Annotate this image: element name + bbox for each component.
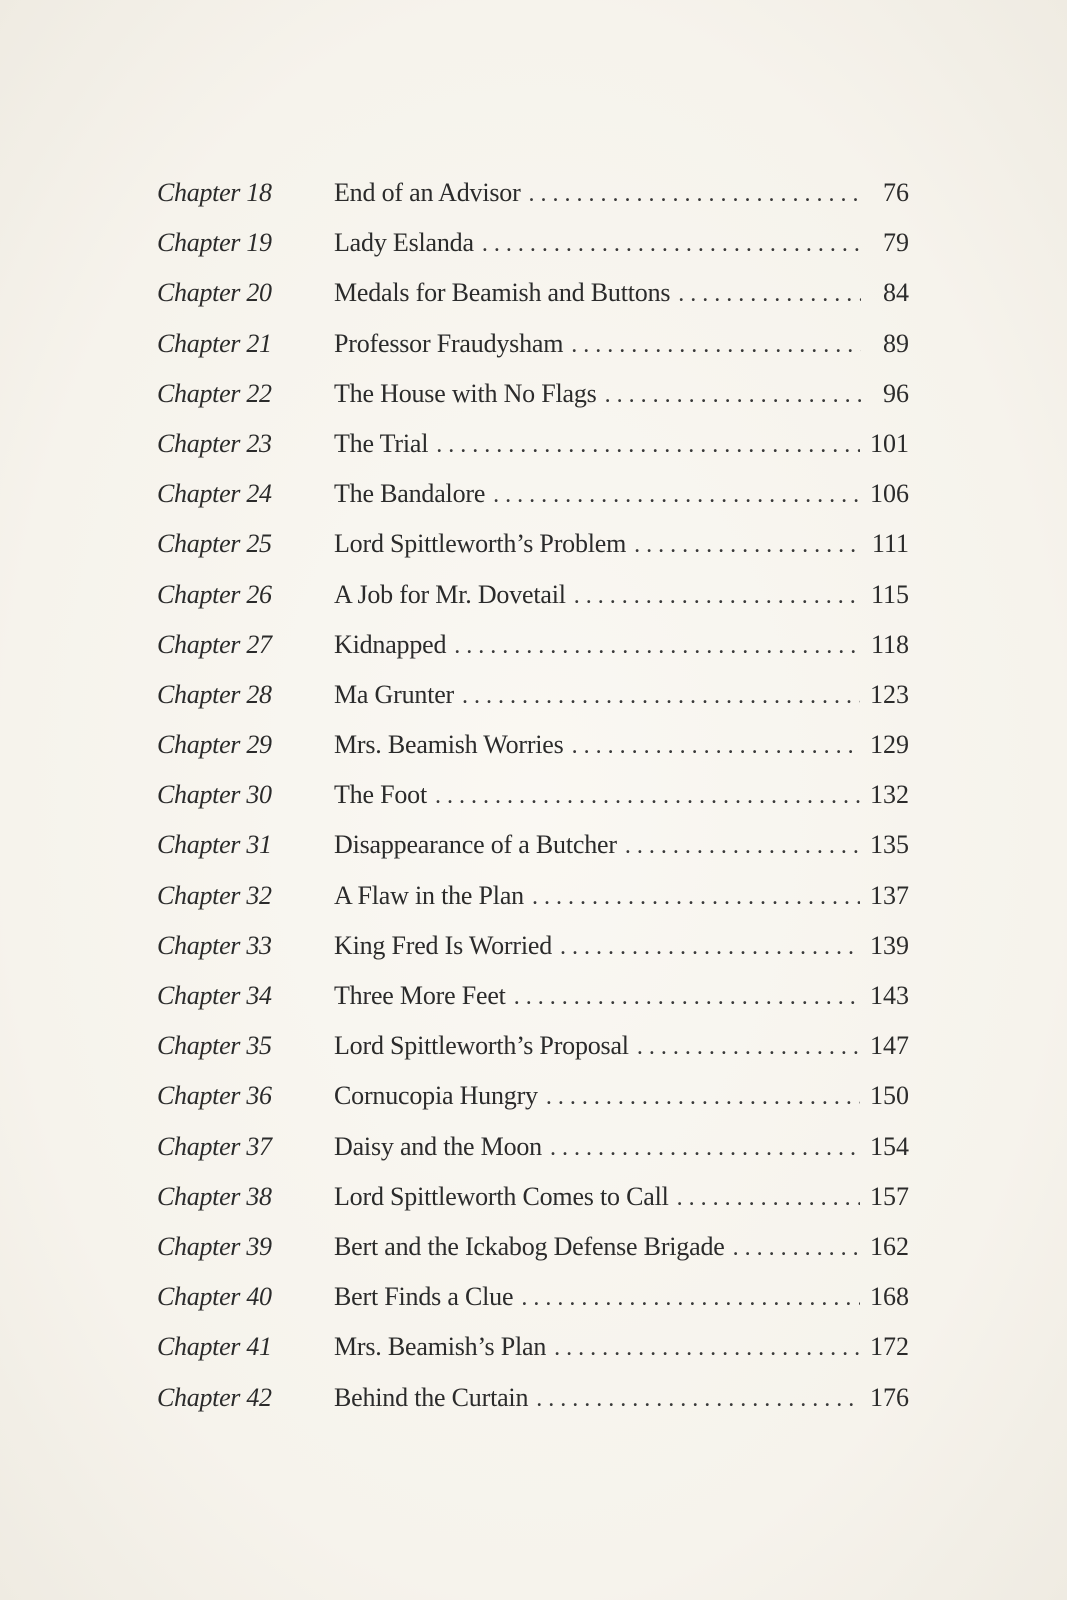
chapter-title: Professor Fraudysham [334, 328, 564, 358]
chapter-title: Lady Eslanda [334, 228, 474, 258]
toc-entry [157, 379, 909, 429]
chapter-number: Chapter 25 [157, 529, 272, 559]
toc-entry [157, 881, 909, 931]
chapter-number: Chapter 30 [157, 780, 272, 810]
toc-entry [157, 1031, 909, 1081]
toc-entry [157, 580, 909, 630]
toc-entry [157, 1132, 909, 1182]
chapter-title: End of an Advisor [334, 178, 521, 207]
page-number: 106 [870, 479, 909, 509]
page-number: 115 [870, 579, 909, 609]
page-number: 132 [870, 780, 909, 810]
page-number: 76 [883, 178, 909, 207]
page-number: 135 [870, 830, 909, 860]
chapter-number: Chapter 37 [157, 1131, 272, 1161]
page-number: 150 [870, 1081, 909, 1111]
chapter-number: Chapter 31 [157, 830, 272, 860]
chapter-number: Chapter 19 [157, 228, 272, 258]
page-number: 168 [870, 1282, 909, 1312]
page-number: 101 [870, 428, 909, 458]
page-number: 176 [870, 1382, 909, 1412]
chapter-title: Mrs. Beamish Worries [334, 730, 564, 760]
page-number: 79 [883, 228, 909, 258]
page-number: 111 [871, 529, 909, 559]
toc-entry [157, 1332, 909, 1382]
dot-leader [462, 683, 860, 710]
dot-leader [554, 1335, 860, 1362]
chapter-title: Lord Spittleworth’s Problem [334, 529, 627, 559]
chapter-title: Daisy and the Moon [334, 1131, 542, 1161]
page-number: 123 [870, 679, 909, 709]
dot-leader [436, 432, 860, 459]
chapter-title: Ma Grunter [334, 679, 455, 709]
chapter-title: A Job for Mr. Dovetail [334, 579, 566, 609]
toc-entry [157, 1232, 909, 1282]
dot-leader [572, 733, 860, 760]
dot-leader [482, 231, 861, 258]
chapter-number: Chapter 40 [157, 1282, 272, 1312]
toc-entry [157, 780, 909, 830]
table-of-contents [157, 178, 909, 1433]
toc-entry [157, 730, 909, 780]
page-number: 172 [870, 1332, 909, 1362]
page-number: 154 [870, 1131, 909, 1161]
chapter-number: Chapter 27 [157, 629, 272, 659]
chapter-number: Chapter 29 [157, 730, 272, 760]
chapter-number: Chapter 41 [157, 1332, 272, 1362]
toc-entry [157, 178, 909, 228]
page-number: 147 [870, 1031, 909, 1061]
dot-leader [550, 1135, 860, 1162]
chapter-title: Mrs. Beamish’s Plan [334, 1332, 547, 1362]
dot-leader [625, 833, 860, 860]
chapter-number: Chapter 34 [157, 981, 272, 1010]
toc-entry [157, 931, 909, 981]
chapter-title: The House with No Flags [334, 378, 597, 408]
chapter-title: Medals for Beamish and Buttons [334, 278, 671, 308]
chapter-number: Chapter 38 [157, 1181, 272, 1211]
chapter-number: Chapter 42 [157, 1382, 272, 1412]
page-number: 143 [870, 981, 909, 1010]
toc-entry [157, 278, 909, 328]
chapter-title: A Flaw in the Plan [334, 880, 524, 910]
dot-leader [529, 181, 861, 208]
chapter-title: Behind the Curtain [334, 1382, 529, 1412]
dot-leader [571, 332, 861, 359]
dot-leader [733, 1235, 860, 1262]
toc-entry [157, 630, 909, 680]
dot-leader [605, 382, 861, 409]
dot-leader [678, 281, 861, 308]
toc-entry [157, 529, 909, 579]
toc-entry [157, 830, 909, 880]
dot-leader [536, 1386, 860, 1413]
chapter-title: Disappearance of a Butcher [334, 830, 617, 860]
chapter-number: Chapter 36 [157, 1081, 272, 1111]
toc-entry [157, 981, 909, 1031]
page-number: 118 [870, 629, 909, 659]
chapter-number: Chapter 26 [157, 579, 272, 609]
toc-entry [157, 329, 909, 379]
chapter-number: Chapter 35 [157, 1031, 272, 1061]
chapter-title: Lord Spittleworth Comes to Call [334, 1181, 669, 1211]
chapter-title: Kidnapped [334, 629, 447, 659]
toc-entry [157, 1182, 909, 1232]
dot-leader [454, 633, 861, 660]
dot-leader [493, 482, 860, 509]
chapter-title: The Bandalore [334, 479, 486, 509]
chapter-number: Chapter 39 [157, 1231, 272, 1261]
chapter-number: Chapter 20 [157, 278, 272, 308]
dot-leader [546, 1084, 860, 1111]
chapter-title: The Foot [334, 780, 428, 810]
toc-entry [157, 1282, 909, 1332]
chapter-title: Cornucopia Hungry [334, 1081, 538, 1111]
dot-leader [634, 532, 861, 559]
chapter-title: Bert Finds a Clue [334, 1282, 514, 1312]
page-number: 137 [870, 880, 909, 910]
toc-entry [157, 479, 909, 529]
chapter-number: Chapter 32 [157, 880, 272, 910]
dot-leader [677, 1185, 860, 1212]
dot-leader [435, 783, 860, 810]
chapter-number: Chapter 18 [157, 178, 272, 207]
page-number: 139 [870, 930, 909, 960]
dot-leader [574, 583, 861, 610]
page-number: 84 [883, 278, 909, 308]
toc-entry [157, 1081, 909, 1131]
toc-entry [157, 429, 909, 479]
page-number: 129 [870, 730, 909, 760]
toc-entry [157, 228, 909, 278]
page-number: 162 [870, 1231, 909, 1261]
chapter-number: Chapter 23 [157, 428, 272, 458]
page-number: 89 [883, 328, 909, 358]
dot-leader [560, 934, 860, 961]
dot-leader [521, 1285, 860, 1312]
chapter-number: Chapter 33 [157, 930, 272, 960]
chapter-title: Three More Feet [334, 981, 506, 1010]
toc-entry [157, 680, 909, 730]
chapter-title: Lord Spittleworth’s Proposal [334, 1031, 629, 1061]
page-number: 96 [883, 378, 909, 408]
chapter-number: Chapter 24 [157, 479, 272, 509]
page-number: 157 [870, 1181, 909, 1211]
dot-leader [637, 1034, 860, 1061]
dot-leader [514, 984, 860, 1011]
chapter-title: Bert and the Ickabog Defense Brigade [334, 1231, 725, 1261]
chapter-number: Chapter 22 [157, 378, 272, 408]
chapter-title: The Trial [334, 428, 429, 458]
dot-leader [532, 884, 860, 911]
chapter-number: Chapter 28 [157, 679, 272, 709]
toc-entry [157, 1383, 909, 1433]
chapter-title: King Fred Is Worried [334, 930, 553, 960]
chapter-number: Chapter 21 [157, 328, 272, 358]
